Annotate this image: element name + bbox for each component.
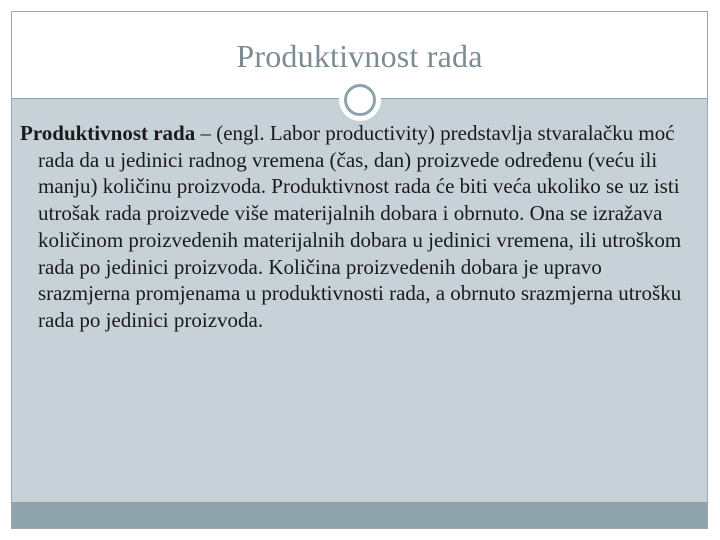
definition-text: – (engl. Labor productivity) predstavlja stvaralačku moć rada da u jedinici radnog vremena (čas, dan) proizvede određenu (veću ili manju) količinu proizvoda. Produktivnost rada će biti veća ukoliko se uz isti utrošak rada proizvede više materijalnih dobara i obrnuto. Ona se izražava količinom proizvedenih materijalnih dobara u jedinici vremena, ili utroškom rada po jedinici proizvoda. Količina proizvedenih dobara je upravo srazmjerna promjenama u produktivnosti rada, a obrnuto srazmjerna utrošku rada po jedinici proizvoda. [38, 121, 682, 332]
ornament-ring [344, 84, 376, 116]
circle-ring-icon [339, 79, 381, 121]
slide-title: Produktivnost rada [236, 38, 483, 74]
body-paragraph [20, 120, 683, 334]
footer-bar [12, 502, 707, 528]
defined-term: Produktivnost rada [20, 121, 196, 145]
